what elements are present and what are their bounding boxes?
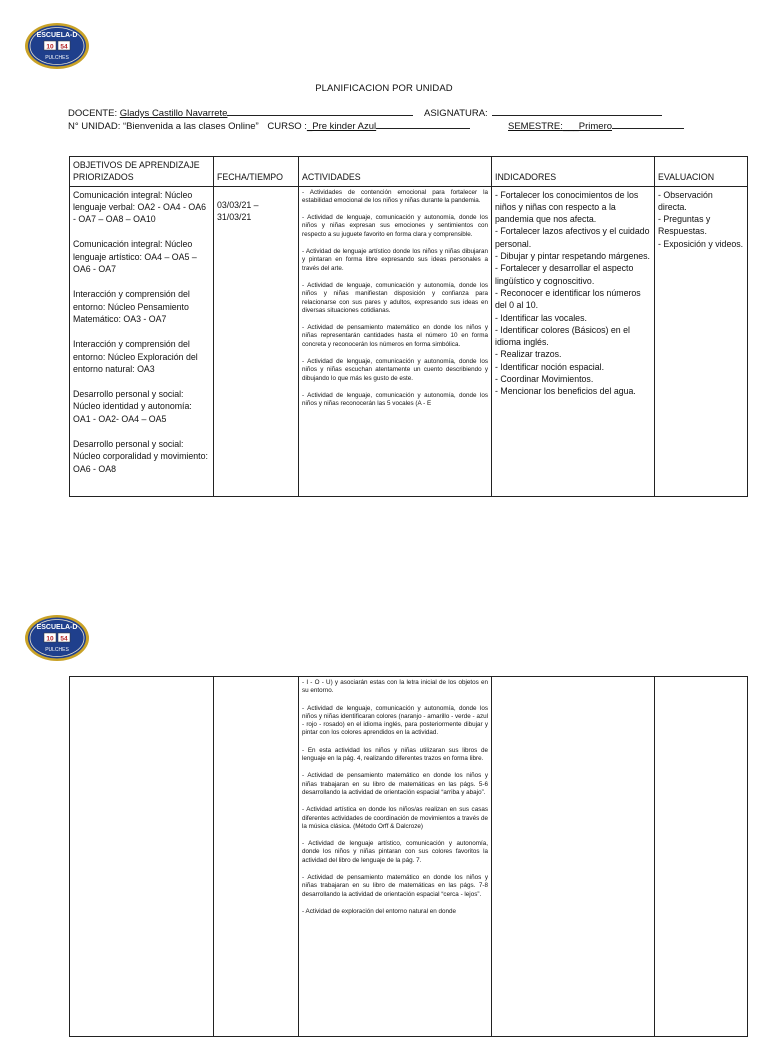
objetivo-item: Interacción y comprensión del entorno: Núcleo Exploración del entorno natural: OA3 [73, 339, 198, 374]
indicador-item: - Identificar las vocales. [495, 312, 587, 323]
indicadores-cell-continued [492, 677, 655, 1037]
actividad-item: - Actividad de lenguaje, comunicación y autonomía, donde los niños y niñas identificaran colores (naranjo - amarillo - verde - azul - rojo - rosado) en el idioma inglés, para posteriormente dibujar y pintar con los colores aprendidos en la actividad. [302, 704, 488, 737]
school-logo [24, 22, 90, 70]
semestre-label: SEMESTRE: [508, 121, 563, 132]
curso-label: CURSO : [267, 121, 307, 132]
docente-row [68, 106, 413, 119]
objetivo-item: Comunicación integral: Núcleo lenguaje artístico: OA4 – OA5 – OA6 - OA7 [73, 239, 197, 275]
col-header-actividades: ACTIVIDADES [299, 157, 492, 187]
fecha-cell [214, 186, 299, 496]
actividad-item: - Actividad de lenguaje, comunicación y autonomía, donde los niños y niñas manifiestan disposición y confianza para relacionarse con sus pares y adultos, expresando sus ideas en diversas situaciones cotidianas. [302, 281, 488, 314]
col-header-objetivos: OBJETIVOS DE APRENDIZAJE PRIORIZADOS [70, 157, 214, 187]
fecha-value: 03/03/21 – 31/03/21 [217, 199, 259, 222]
objetivo-item: Desarrollo personal y social: Núcleo corporalidad y movimiento: OA6 - OA8 [73, 439, 208, 474]
curso-underline [376, 119, 470, 129]
actividad-item: - Actividad de lenguaje artístico, comunicación y autonomía, donde los niños y niñas pintaran con sus colores favoritos la actividad del libro de lenguaje de la pág. 7. [302, 840, 488, 864]
actividad-item: - Actividad de lenguaje artístico donde los niños y niñas dibujaran y pintaran en forma libre expresando sus ideas personales a través del arte. [302, 248, 488, 272]
evaluacion-cell [655, 186, 748, 496]
planning-table-page1 [69, 156, 748, 497]
evaluacion-item: - Exposición y videos. [658, 238, 744, 249]
actividad-item: - Actividad de lenguaje, comunicación y autonomía, donde los niños y niñas escuchan atentamente un cuento describiendo y dibujando lo que más les gusto de este. [302, 358, 488, 382]
objetivos-cell [70, 186, 214, 496]
actividad-item: - Actividad artística en donde los niños/as realizan en sus casas diferentes actividades de coordinación de movimientos a través de la música clásica. (Método Orff & Dalcroze) [302, 806, 488, 830]
indicador-item: - Identificar colores (Básicos) en el idioma inglés. [495, 324, 630, 348]
indicador-item: - Reconocer e identificar los números del 0 al 10. [495, 287, 641, 311]
semestre-underline [612, 119, 684, 129]
unidad-label: N° UNIDAD: [68, 121, 121, 132]
actividad-item: - I - O - U) y asociarán estas con la letra inicial de los objetos en su entorno. [302, 679, 488, 695]
objetivo-item: Comunicación integral: Núcleo lenguaje verbal: OA2 - OA4 - OA6 - OA7 – OA8 – OA10 [73, 189, 206, 225]
col-header-fecha: FECHA/TIEMPO [214, 157, 299, 187]
logo-bottom-text: PULCHES [45, 647, 69, 653]
actividades-cell [299, 186, 492, 496]
objetivo-item: Interacción y comprensión del entorno: Núcleo Pensamiento Matemático: OA3 - OA7 [73, 289, 190, 324]
unidad-value: “Bienvenida a las clases Online” [123, 121, 259, 132]
logo-top-text: ESCUELA-D [36, 624, 78, 631]
actividad-item: - Actividad de lenguaje, comunicación y autonomía, donde los niños y niñas reconocerán las 5 vocales (A - E [302, 391, 488, 408]
asignatura-underline [492, 106, 662, 116]
indicador-item: - Realizar trazos. [495, 349, 562, 360]
actividad-item: - Actividad de lenguaje, comunicación y autonomía, donde los niños y niñas expresan sus emociones y sentimientos con respecto a su juguete favorito en forma clara y comprensible. [302, 214, 488, 238]
indicador-item: - Identificar noción espacial. [495, 361, 605, 372]
actividad-item: - Actividad de pensamiento matemático en donde los niños y niñas trabajaran en su libro de matemáticas en las págs. 5-6 desarrollando la actividad de orientación espacial “arriba y abajo”. [302, 772, 488, 796]
objetivo-item: Desarrollo personal y social: Núcleo identidad y autonomía: OA1 - OA2- OA4 – OA5 [73, 389, 192, 424]
docente-value: Gladys Castillo Navarrete [119, 108, 228, 119]
evaluacion-item: - Preguntas y Respuestas. [658, 214, 711, 237]
curso-value: _Pre kinder Azul [306, 121, 377, 132]
page-title: PLANIFICACION POR UNIDAD [315, 83, 453, 94]
indicador-item: - Fortalecer los conocimientos de los niños y niñas con respecto a la pandemia que nos afecta. [495, 189, 639, 225]
fecha-cell-continued [214, 677, 299, 1037]
logo-num-left: 10 [46, 635, 54, 643]
indicador-item: - Mencionar los beneficios del agua. [495, 386, 636, 397]
school-logo-page2 [24, 614, 90, 662]
actividad-item: - Actividades de contención emocional para fortalecer la estabilidad emocional de los niños y niñas durante la pandemia. [302, 188, 488, 204]
indicador-item: - Fortalecer y desarrollar el aspecto lingüístico y cognoscitivo. [495, 263, 634, 286]
indicador-item: - Fortalecer lazos afectivos y el cuidado personal. [495, 226, 650, 249]
actividad-item: - Actividad de pensamiento matemático en donde los niños y niñas trabajaran en su libro de matemáticas en las págs. 7-8 desarrollando la actividad de orientación espacial “cerca - lejos”. [302, 874, 488, 898]
docente-underline [227, 106, 413, 116]
asignatura-row [424, 106, 662, 119]
logo-num-right: 54 [60, 635, 68, 643]
indicador-item: - Coordinar Movimientos. [495, 374, 594, 385]
planning-table-page2 [69, 676, 748, 1037]
semestre-row [508, 119, 684, 132]
indicadores-cell [492, 186, 655, 496]
actividad-item: - En esta actividad los niños y niñas utilizaran sus libros de lenguaje en la pág. 4, realizando diferentes trazos en forma libre. [302, 746, 488, 763]
actividad-item: - Actividad de pensamiento matemático en donde los niños y niñas representarán cantidades hasta el número 10 en forma concreta y reconocerán los números en forma simbólica. [302, 324, 488, 348]
evaluacion-item: - Observación directa. [658, 189, 713, 212]
evaluacion-cell-continued [655, 677, 748, 1037]
objetivos-cell-continued [70, 677, 214, 1037]
actividad-item: - Actividad de exploración del entorno natural en donde [302, 907, 457, 915]
docente-label: DOCENTE: [68, 108, 118, 119]
logo-num-right: 54 [60, 43, 68, 51]
actividades-cell-continued [299, 677, 492, 1037]
logo-top-text: ESCUELA-D [36, 32, 78, 39]
indicador-item: - Dibujar y pintar respetando márgenes. [495, 251, 651, 262]
asignatura-label: ASIGNATURA: [424, 108, 488, 119]
unidad-row [68, 119, 470, 132]
logo-bottom-text: PULCHES [45, 55, 69, 61]
col-header-indicadores: INDICADORES [492, 157, 655, 187]
col-header-evaluacion: EVALUACION [655, 157, 748, 187]
logo-num-left: 10 [46, 43, 54, 51]
semestre-value: ___Primero [562, 121, 613, 132]
